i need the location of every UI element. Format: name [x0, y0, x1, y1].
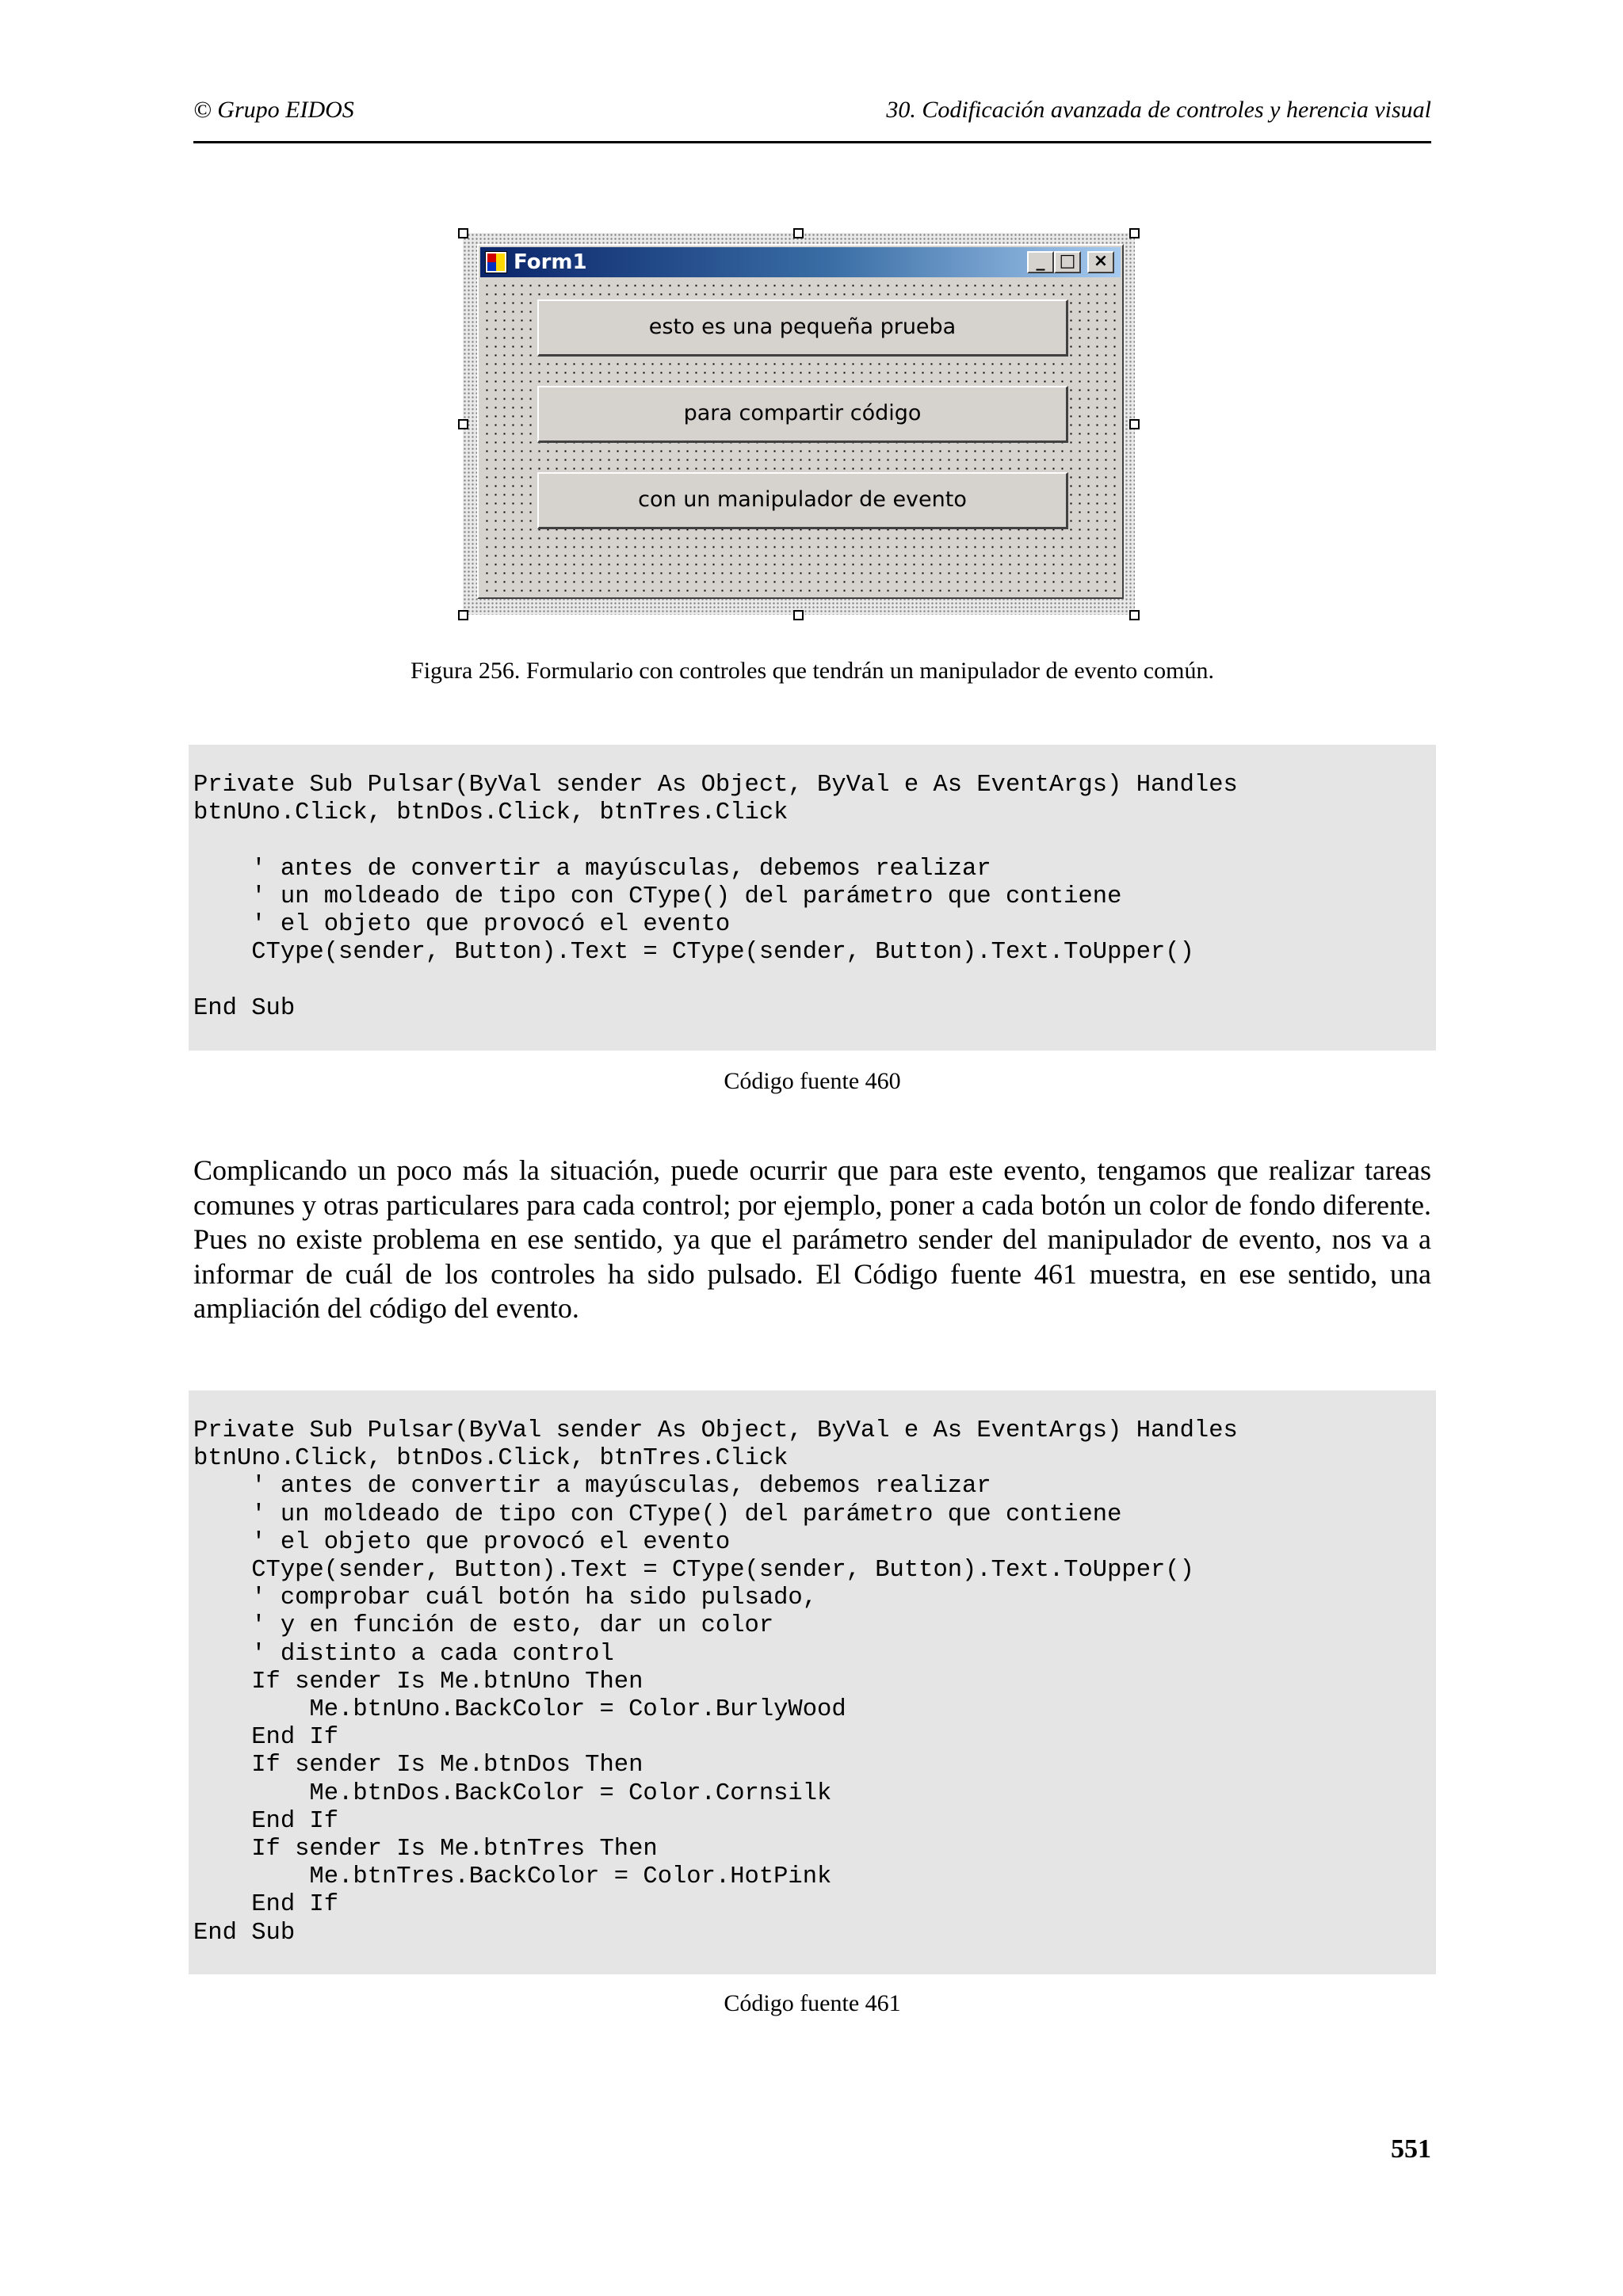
- page-header: [193, 93, 1431, 143]
- maximize-button[interactable]: [1054, 251, 1081, 273]
- minimize-button[interactable]: [1027, 251, 1054, 273]
- btn-tres[interactable]: con un manipulador de evento: [537, 472, 1068, 529]
- code-listing-461: [189, 1390, 1436, 1974]
- resize-handle-nw[interactable]: [458, 228, 468, 238]
- code-461-text: Private Sub Pulsar(ByVal sender As Object, ByVal e As EventArgs) Handles btnUno.Click, btnDos.Click, btnTres.Click ' antes de convertir a mayúsculas, debemos realizar ' un moldeado de tipo con CType() del parámetro que contiene ' el objeto que provocó el evento CType(sender, Button).Text = CType(sender, Button).Text.ToUpper() ' comprobar cuál botón ha sido pulsado, ' y en función de esto, dar un color ' distinto a cada control If sender Is Me.btnUno Then Me.btnUno.BackColor = Color.BurlyWood End If If sender Is Me.btnDos Then Me.btnDos.BackColor = Color.Cornsilk End If If sender Is Me.btnTres Then Me.btnTres.BackColor = Color.HotPink End If End Sub: [193, 1417, 1238, 1947]
- form-client-area: [480, 279, 1121, 596]
- btn-uno[interactable]: esto es una pequeña prueba: [537, 299, 1068, 357]
- window-title: Form1: [514, 250, 587, 274]
- code-461-caption: Código fuente 461: [724, 1990, 901, 2016]
- maximize-icon: □: [1059, 251, 1076, 271]
- figure-caption: Figura 256. Formulario con controles que tendrán un manipulador de evento común.: [411, 658, 1214, 684]
- code-460-text: Private Sub Pulsar(ByVal sender As Object, ByVal e As EventArgs) Handles btnUno.Click, btnDos.Click, btnTres.Click ' antes de convertir a mayúsculas, debemos realizar ' un moldeado de tipo con CType() del parámetro que contiene ' el objeto que provocó el evento CType(sender, Button).Text = CType(sender, Button).Text.ToUpper() End Sub: [193, 772, 1238, 1022]
- resize-handle-e[interactable]: [1129, 419, 1140, 429]
- window-titlebar[interactable]: [480, 247, 1121, 277]
- resize-handle-ne[interactable]: [1129, 228, 1140, 238]
- header-publisher: © Grupo EIDOS: [193, 97, 354, 123]
- page-number: 551: [1391, 2134, 1431, 2164]
- code-listing-460: [189, 745, 1436, 1051]
- resize-handle-se[interactable]: [1129, 610, 1140, 620]
- resize-handle-s[interactable]: [793, 610, 804, 620]
- resize-handle-w[interactable]: [458, 419, 468, 429]
- code-460-caption: Código fuente 460: [724, 1068, 901, 1094]
- resize-handle-n[interactable]: [793, 228, 804, 238]
- close-icon: ×: [1093, 251, 1109, 271]
- close-button[interactable]: [1087, 251, 1114, 273]
- header-chapter-title: 30. Codificación avanzada de controles y herencia visual: [886, 97, 1431, 123]
- btn-dos[interactable]: para compartir código: [537, 386, 1068, 443]
- form1-window: [477, 244, 1124, 599]
- figure-256: [456, 227, 1141, 623]
- body-paragraph: Complicando un poco más la situación, puede ocurrir que para este evento, tengamos que realizar tareas comunes y otras particulares para cada control; por ejemplo, poner a cada botón un color de fondo diferente. Pues no existe problema en ese sentido, ya que el parámetro sender del manipulador de evento, nos va a informar de cuál de los controles ha sido pulsado. El Código fuente 461 muestra, en ese sentido, una ampliación del código del evento.: [193, 1154, 1431, 1325]
- form-app-icon: [485, 251, 507, 273]
- minimize-icon: _: [1036, 251, 1045, 271]
- resize-handle-sw[interactable]: [458, 610, 468, 620]
